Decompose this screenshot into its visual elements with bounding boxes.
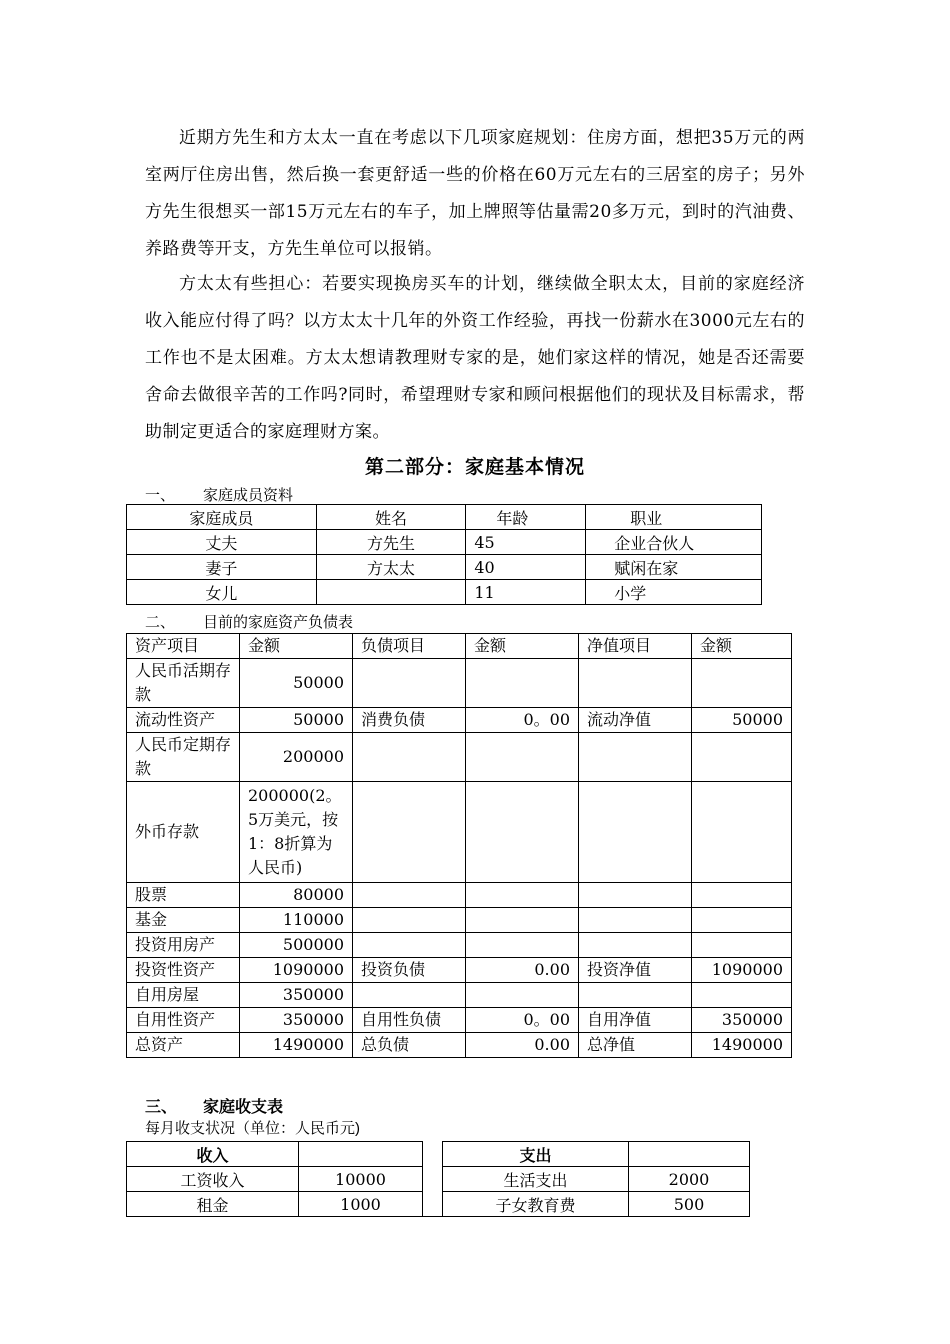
table-cell: 50000 xyxy=(692,708,792,733)
table-cell xyxy=(466,733,579,782)
table-cell xyxy=(466,883,579,908)
column-gap xyxy=(423,1192,443,1217)
table-cell: 总资产 xyxy=(127,1033,240,1058)
table-row xyxy=(127,530,762,555)
table-cell: 基金 xyxy=(127,908,240,933)
table-cell: 投资性资产 xyxy=(127,958,240,983)
table-cell: 赋闲在家 xyxy=(586,555,762,580)
table-cell: 500000 xyxy=(240,933,353,958)
table-cell: 350000 xyxy=(692,1008,792,1033)
table-cell: 10000 xyxy=(299,1167,423,1192)
table-cell xyxy=(692,883,792,908)
table-cell xyxy=(579,908,692,933)
table-cell: 2000 xyxy=(629,1167,750,1192)
table-cell: 50000 xyxy=(240,708,353,733)
table-cell xyxy=(579,659,692,708)
table-cell: 1490000 xyxy=(692,1033,792,1058)
header-cell: 姓名 xyxy=(316,505,466,530)
table-cell: 消费负债 xyxy=(353,708,466,733)
table-header-row xyxy=(127,1142,750,1167)
table-cell: 1090000 xyxy=(240,958,353,983)
table-cell: 1000 xyxy=(299,1192,423,1217)
table-cell: 人民币活期存款 xyxy=(127,659,240,708)
table-cell: 女儿 xyxy=(127,580,317,605)
table-cell xyxy=(353,933,466,958)
table-row xyxy=(127,933,792,958)
table-cell: 企业合伙人 xyxy=(586,530,762,555)
table-cell: 总负债 xyxy=(353,1033,466,1058)
table-cell: 自用净值 xyxy=(579,1008,692,1033)
intro-text-2: 方太太有些担心：若要实现换房买车的计划，继续做全职太太，目前的家庭经济收入能应付得了吗？以方太太十几年的外资工作经验，再找一份薪水在3000元左右的工作也不是太困难。方太太想请教理财专家的是，她们家这样的情况，她是否还需要舍命去做很辛苦的工作吗?同时，希望理财专家和顾问根据他们的现状及目标需求，帮助制定更适合的家庭理财方案。 xyxy=(145,274,805,442)
table-row xyxy=(127,908,792,933)
monthly-label: 每月收支状况（单位：人民币元) xyxy=(145,1120,360,1137)
header-cell xyxy=(299,1142,423,1167)
table-row xyxy=(127,555,762,580)
table-row xyxy=(127,1008,792,1033)
table-row xyxy=(127,659,792,708)
table-row xyxy=(127,1033,792,1058)
header-cell xyxy=(629,1142,750,1167)
table-cell: 子女教育费 xyxy=(443,1192,629,1217)
column-gap xyxy=(423,1167,443,1192)
table-row xyxy=(127,883,792,908)
table-cell: 小学 xyxy=(586,580,762,605)
table-cell: 投资负债 xyxy=(353,958,466,983)
section2-number: 二、 xyxy=(145,613,176,631)
table-cell: 流动净值 xyxy=(579,708,692,733)
section3-number: 三、 xyxy=(145,1097,178,1116)
table-cell: 0.00 xyxy=(466,958,579,983)
table-cell xyxy=(353,908,466,933)
table-cell: 0。00 xyxy=(466,1008,579,1033)
table-cell xyxy=(692,659,792,708)
table-cell: 丈夫 xyxy=(127,530,317,555)
table-cell xyxy=(353,883,466,908)
table-cell xyxy=(316,580,466,605)
table-row xyxy=(127,1192,750,1217)
table-cell: 自用性负债 xyxy=(353,1008,466,1033)
table-cell: 11 xyxy=(466,580,586,605)
table-cell: 自用房屋 xyxy=(127,983,240,1008)
table-cell: 工资收入 xyxy=(127,1167,299,1192)
table-cell: 租金 xyxy=(127,1192,299,1217)
table-header-row xyxy=(127,505,762,530)
table-cell: 投资用房产 xyxy=(127,933,240,958)
table-cell xyxy=(466,659,579,708)
section1-title: 家庭成员资料 xyxy=(203,486,294,504)
table-cell xyxy=(579,883,692,908)
table-cell: 1490000 xyxy=(240,1033,353,1058)
part-title: 第二部分：家庭基本情况 xyxy=(364,456,585,478)
table-cell: 妻子 xyxy=(127,555,317,580)
table-cell xyxy=(579,983,692,1008)
header-cell: 年龄 xyxy=(466,505,586,530)
table-cell: 80000 xyxy=(240,883,353,908)
table-row xyxy=(127,1167,750,1192)
table-cell: 200000(2。5万美元，按1：8折算为人民币) xyxy=(240,782,353,883)
intro-paragraph-1 xyxy=(145,120,805,268)
column-gap xyxy=(423,1142,443,1167)
section2-title: 目前的家庭资产负债表 xyxy=(203,613,354,631)
table-cell xyxy=(466,983,579,1008)
table-cell xyxy=(353,983,466,1008)
table-cell xyxy=(353,782,466,883)
section1-heading xyxy=(145,484,293,505)
cashflow-table xyxy=(126,1141,750,1217)
table-cell: 50000 xyxy=(240,659,353,708)
table-cell: 0。00 xyxy=(466,708,579,733)
header-cell: 净值项目 xyxy=(579,634,692,659)
table-cell xyxy=(579,733,692,782)
table-cell: 总净值 xyxy=(579,1033,692,1058)
table-cell: 方先生 xyxy=(316,530,466,555)
table-cell xyxy=(579,782,692,883)
table-cell xyxy=(466,933,579,958)
table-cell: 110000 xyxy=(240,908,353,933)
table-cell xyxy=(466,782,579,883)
intro-paragraph-2 xyxy=(145,266,805,451)
table-cell xyxy=(353,659,466,708)
table-cell: 350000 xyxy=(240,1008,353,1033)
table-row xyxy=(127,733,792,782)
income-header: 收入 xyxy=(127,1142,299,1167)
table-cell: 流动性资产 xyxy=(127,708,240,733)
section3-heading xyxy=(145,1094,283,1117)
table-cell xyxy=(692,733,792,782)
header-cell: 金额 xyxy=(466,634,579,659)
intro-text-1: 近期方先生和方太太一直在考虑以下几项家庭规划：住房方面，想把35万元的两室两厅住房出售，然后换一套更舒适一些的价格在60万元左右的三居室的房子；另外方先生很想买一部15万元左右的车子，加上牌照等估量需20多万元，到时的汽油费、养路费等开支，方先生单位可以报销。 xyxy=(145,128,805,259)
table-cell: 200000 xyxy=(240,733,353,782)
table-cell: 40 xyxy=(466,555,586,580)
table-cell xyxy=(692,983,792,1008)
header-cell: 资产项目 xyxy=(127,634,240,659)
header-cell: 职业 xyxy=(586,505,762,530)
section3-title: 家庭收支表 xyxy=(203,1097,284,1116)
table-cell xyxy=(692,933,792,958)
header-cell: 金额 xyxy=(692,634,792,659)
table-cell xyxy=(692,782,792,883)
table-row xyxy=(127,958,792,983)
table-cell xyxy=(692,908,792,933)
table-cell: 生活支出 xyxy=(443,1167,629,1192)
header-cell: 金额 xyxy=(240,634,353,659)
table-cell: 自用性资产 xyxy=(127,1008,240,1033)
table-row xyxy=(127,580,762,605)
table-cell: 350000 xyxy=(240,983,353,1008)
table-cell xyxy=(579,933,692,958)
table-cell: 投资净值 xyxy=(579,958,692,983)
table-cell: 500 xyxy=(629,1192,750,1217)
table-cell: 0.00 xyxy=(466,1033,579,1058)
table-cell: 股票 xyxy=(127,883,240,908)
table-cell: 45 xyxy=(466,530,586,555)
section2-heading xyxy=(145,611,353,632)
table-cell: 人民币定期存款 xyxy=(127,733,240,782)
table-cell: 外币存款 xyxy=(127,782,240,883)
header-cell: 家庭成员 xyxy=(127,505,317,530)
table-row xyxy=(127,782,792,883)
table-cell: 1090000 xyxy=(692,958,792,983)
table-cell xyxy=(353,733,466,782)
table-cell xyxy=(466,908,579,933)
section1-number: 一、 xyxy=(145,486,176,504)
family-members-table xyxy=(126,504,762,605)
expense-header: 支出 xyxy=(443,1142,629,1167)
balance-sheet-table xyxy=(126,633,792,1058)
table-cell: 方太太 xyxy=(316,555,466,580)
table-row xyxy=(127,983,792,1008)
table-row xyxy=(127,708,792,733)
header-cell: 负债项目 xyxy=(353,634,466,659)
table-header-row xyxy=(127,634,792,659)
